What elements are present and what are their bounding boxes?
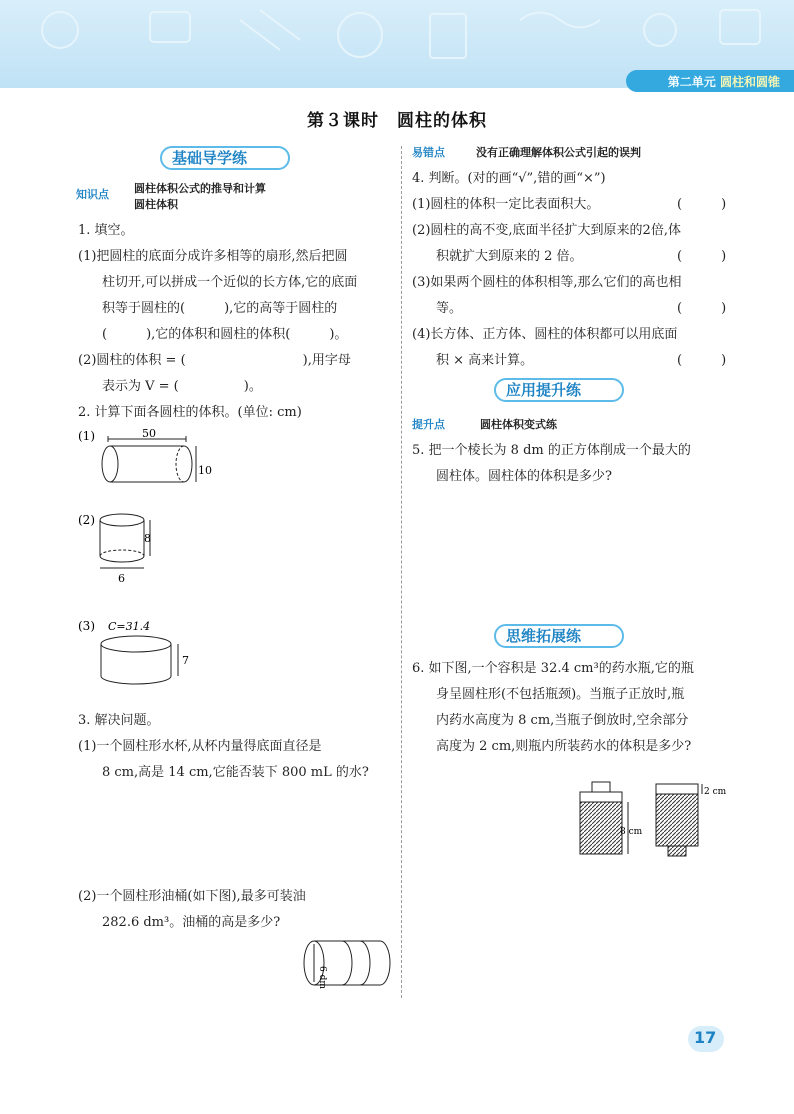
- page-number: 17: [694, 1028, 717, 1047]
- knowledge-text-2: 圆柱体积: [134, 198, 178, 211]
- figure-4-diameter: 6 dm: [317, 966, 327, 989]
- figure-3-circumference: C=31.4: [108, 620, 151, 633]
- q4-paren-3: ( ): [677, 301, 727, 316]
- column-divider: [401, 146, 402, 998]
- q1-1-line-c: 积等于圆柱的( ),它的高等于圆柱的: [102, 301, 338, 316]
- q4-paren-2: ( ): [677, 249, 727, 264]
- unit-topic: 圆柱和圆锥: [719, 75, 780, 89]
- upgrade-tag: 提升点: [412, 418, 445, 431]
- knowledge-tag: 知识点: [76, 188, 109, 201]
- figure-5-height-1: 8 cm: [620, 827, 643, 837]
- q4-item-2b: 积就扩大到原来的 2 倍。: [436, 249, 583, 264]
- q1-1-line-d: ( ),它的体积和圆柱的体积( )。: [102, 327, 348, 342]
- figure-3-label: (3): [78, 619, 95, 633]
- q3-2-line-b: 282.6 dm³。油桶的高是多少?: [102, 915, 281, 930]
- q4-item-1: (1)圆柱的体积一定比表面积大。: [412, 197, 600, 212]
- upgrade-text: 圆柱体积变式练: [480, 418, 557, 431]
- error-tag: 易错点: [412, 146, 445, 159]
- q6-line-b: 身呈圆柱形(不包括瓶颈)。当瓶子正放时,瓶: [436, 687, 685, 702]
- q1-1-line-a: (1)把圆柱的底面分成许多相等的扇形,然后把圆: [78, 249, 348, 264]
- q3-2-line-a: (2)一个圆柱形油桶(如下图),最多可装油: [78, 889, 306, 904]
- figure-3-height: 7: [182, 654, 189, 667]
- q4-paren-4: ( ): [677, 353, 727, 368]
- q1-1-line-b: 柱切开,可以拼成一个近似的长方体,它的底面: [102, 275, 358, 290]
- unit-name: 第二单元: [667, 75, 716, 89]
- q2-title: 2. 计算下面各圆柱的体积。(单位: cm): [78, 405, 302, 420]
- q3-1-line-b: 8 cm,高是 14 cm,它能否装下 800 mL 的水?: [102, 765, 369, 780]
- q1-2-line-a: (2)圆柱的体积 = ( ),用字母: [78, 353, 351, 368]
- figure-1-label: (1): [78, 429, 95, 443]
- figure-1-diameter: 10: [198, 464, 212, 477]
- q4-paren-1: ( ): [677, 197, 727, 212]
- q6-line-d: 高度为 2 cm,则瓶内所装药水的体积是多少?: [436, 739, 692, 754]
- q4-item-2a: (2)圆柱的高不变,底面半径扩大到原来的2倍,体: [412, 223, 681, 238]
- section-head-apply: 应用提升练: [506, 381, 582, 399]
- error-text: 没有正确理解体积公式引起的误判: [476, 146, 641, 159]
- figure-2: [78, 506, 198, 596]
- figure-2-diameter: 6: [118, 572, 125, 585]
- figure-2-height: 8: [144, 532, 151, 545]
- figure-5-bottles: [576, 780, 736, 868]
- q6-line-a: 6. 如下图,一个容积是 32.4 cm³的药水瓶,它的瓶: [412, 661, 694, 676]
- q4-item-4a: (4)长方体、正方体、圆柱的体积都可以用底面: [412, 327, 678, 342]
- figure-4-oil-drum: [300, 936, 392, 994]
- figure-1: [78, 424, 238, 498]
- section-head-basic: 基础导学练: [172, 149, 248, 167]
- q5-line-b: 圆柱体。圆柱体的体积是多少?: [436, 469, 612, 484]
- lesson-title: 第３课时 圆柱的体积: [307, 111, 487, 131]
- q1-title: 1. 填空。: [78, 223, 134, 238]
- figure-2-label: (2): [78, 513, 95, 527]
- q1-2-line-b: 表示为 V = ( )。: [102, 379, 262, 394]
- figure-1-length: 50: [142, 427, 156, 440]
- q5-line-a: 5. 把一个棱长为 8 dm 的正方体削成一个最大的: [412, 443, 691, 458]
- section-head-think: 思维拓展练: [506, 627, 582, 645]
- q3-title: 3. 解决问题。: [78, 713, 160, 728]
- figure-5-height-2: 2 cm: [704, 787, 727, 797]
- q6-line-c: 内药水高度为 8 cm,当瓶子倒放时,空余部分: [436, 713, 689, 728]
- q4-item-4b: 积 × 高来计算。: [436, 353, 534, 368]
- figure-3: [78, 614, 218, 698]
- unit-label: [668, 73, 780, 90]
- knowledge-text-1: 圆柱体积公式的推导和计算: [134, 182, 266, 195]
- q4-item-3b: 等。: [436, 301, 463, 316]
- q4-title: 4. 判断。(对的画“√”,错的画“×”): [412, 171, 606, 186]
- q3-1-line-a: (1)一个圆柱形水杯,从杯内量得底面直径是: [78, 739, 322, 754]
- q4-item-3a: (3)如果两个圆柱的体积相等,那么它们的高也相: [412, 275, 682, 290]
